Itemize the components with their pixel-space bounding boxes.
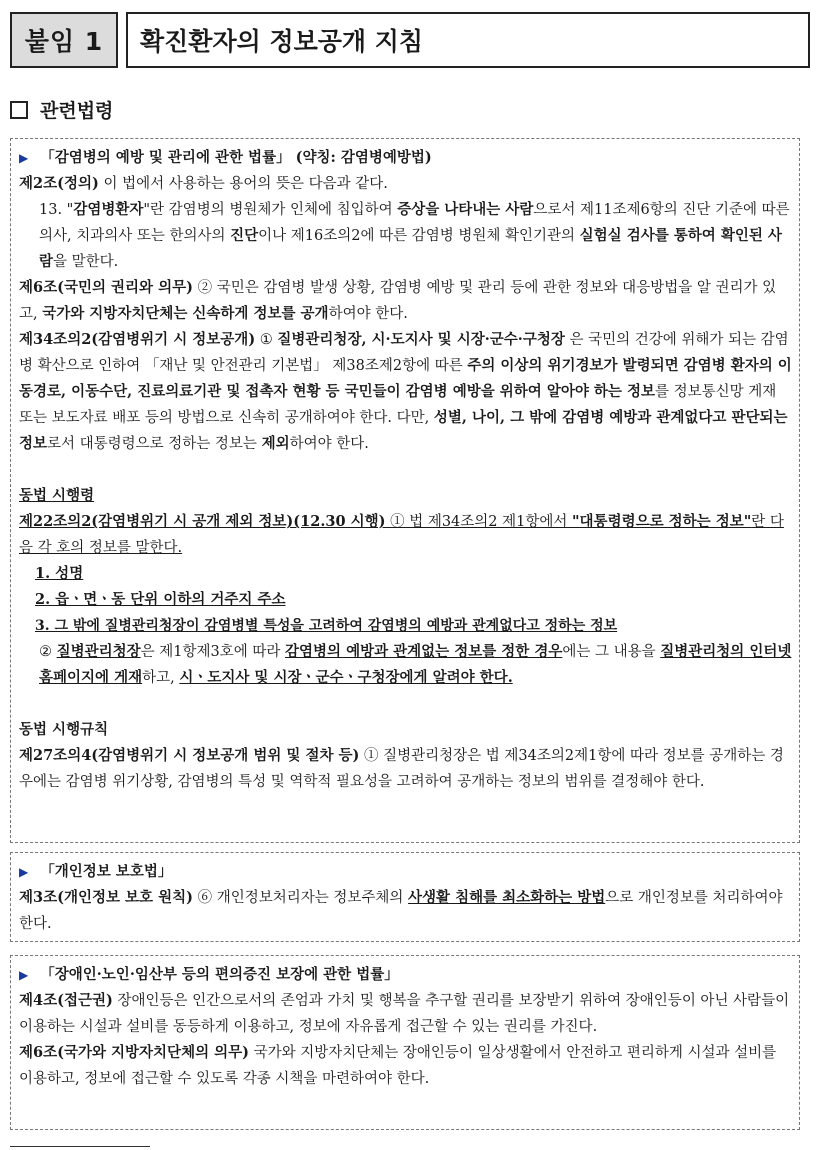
rule-article-27-4: 제27조의4(감염병위기 시 정보공개 범위 및 절차 등) ① 질병관리청장은 법 제34조의2제1항에 따라 정보를 공개하는 경우에는 감염병 위기상황, 감염병의 특성 및 역학적 필요성을 고려하여 공개하는 정보의 범위를 결정해야 한다.: [19, 747, 784, 790]
checkbox-square-icon: [10, 101, 28, 119]
article-34-2: 제34조의2(감염병위기 시 정보공개) ① 질병관리청장, 시·도지사 및 시장·군수·구청장 은 국민의 건강에 위해가 되는 감염병 확산으로 인하여 「재난 및 안전관리 기본법」 제38조제2항에 따른 주의 이상의 위기경보가 발령되면 감염병 환자의 이동경로, 이동수단, 진료의료기관 및 접촉자 현황 등 국민들이 감염병 예방을 위하여 알아야 하는 정보를 정보통신망 게재 또는 보도자료 배포 등의 방법으로 신속히 공개하여야 한다. 다만, 성별, 나이, 그 밖에 감염병 예방과 관계없다고 판단되는 정보로서 대통령령으로 정하는 정보는 제외하여야 한다.: [19, 331, 792, 452]
decree-title: 동법 시행령: [19, 487, 95, 504]
decree-paragraph-2: ② 질병관리청장은 제1항제3호에 따라 감염병의 예방과 관계없는 정보를 정한 경우에는 그 내용을 질병관리청의 인터넷 홈페이지에 게재하고, 시ㆍ도지사 및 시장ㆍ군수ㆍ구청장에게 알려야 한다.: [39, 643, 792, 686]
article-2-item-13: 13. "감염병환자"란 감염병의 병원체가 인체에 침입하여 증상을 나타내는 사람으로서 제11조제6항의 진단 기준에 따른 의사, 치과의사 또는 한의사의 진단이나 제16조의2에 따른 감염병 병원체 확인기관의 실험실 검사를 통하여 확인된 사람을 말한다.: [39, 201, 790, 270]
bottom-divider: [10, 1146, 150, 1150]
section-label: 관련법령: [40, 100, 114, 122]
article-3: 제3조(개인정보 보호 원칙) ⑥ 개인정보처리자는 정보주체의 사생활 침해를 최소화하는 방법으로 개인정보를 처리하여야 한다.: [19, 889, 783, 932]
decree-item-1: 1. 성명: [35, 565, 84, 582]
page-header: [10, 12, 810, 72]
triangle-bullet-icon: ▶: [19, 968, 29, 982]
law-box-privacy: [10, 852, 800, 942]
decree-item-2: 2. 읍ㆍ면ㆍ동 단위 이하의 거주지 주소: [35, 591, 286, 608]
article-6: 제6조(국민의 권리와 의무) ② 국민은 감염병 발생 상황, 감염병 예방 및 관리 등에 관한 정보와 대응방법을 알 권리가 있고, 국가와 지방자치단체는 신속하게 정보를 공개하여야 한다.: [19, 279, 777, 322]
attachment-tag: 붙임 1: [10, 12, 118, 68]
law-title: ▶ 「장애인·노인·임산부 등의 편의증진 보장에 관한 법률」: [19, 966, 399, 983]
law-box-accessibility: [10, 955, 800, 1130]
decree-article-22-2: 제22조의2(감염병위기 시 공개 제외 정보)(12.30 시행) ① 법 제34조의2 제1항에서 "대통령령으로 정하는 정보"란 다음 각 호의 정보를 말한다.: [19, 513, 784, 556]
rule-title: 동법 시행규칙: [19, 721, 109, 738]
law-title: ▶ 「감염병의 예방 및 관리에 관한 법률」 (약칭: 감염병예방법): [19, 149, 432, 166]
triangle-bullet-icon: ▶: [19, 865, 29, 879]
section-heading: [10, 96, 113, 123]
page-title: 확진환자의 정보공개 지침: [126, 12, 810, 68]
article-2: 제2조(정의) 이 법에서 사용하는 용어의 뜻은 다음과 같다.: [19, 175, 388, 192]
article-6: 제6조(국가와 지방자치단체의 의무) 국가와 지방자치단체는 장애인등이 일상생활에서 안전하고 편리하게 시설과 설비를 이용하고, 정보에 접근할 수 있도록 각종 시책을 마련하여야 한다.: [19, 1044, 777, 1087]
law-box-infectious-disease: [10, 138, 800, 843]
article-4: 제4조(접근권) 장애인등은 인간으로서의 존엄과 가치 및 행복을 추구할 권리를 보장받기 위하여 장애인등이 아닌 사람들이 이용하는 시설과 설비를 동등하게 이용하고, 정보에 자유롭게 접근할 수 있는 권리를 가진다.: [19, 992, 790, 1035]
law-title: ▶ 「개인정보 보호법」: [19, 863, 173, 880]
triangle-bullet-icon: ▶: [19, 151, 29, 165]
decree-item-3: 3. 그 밖에 질병관리청장이 감염병별 특성을 고려하여 감염병의 예방과 관계없다고 정하는 정보: [35, 618, 618, 634]
